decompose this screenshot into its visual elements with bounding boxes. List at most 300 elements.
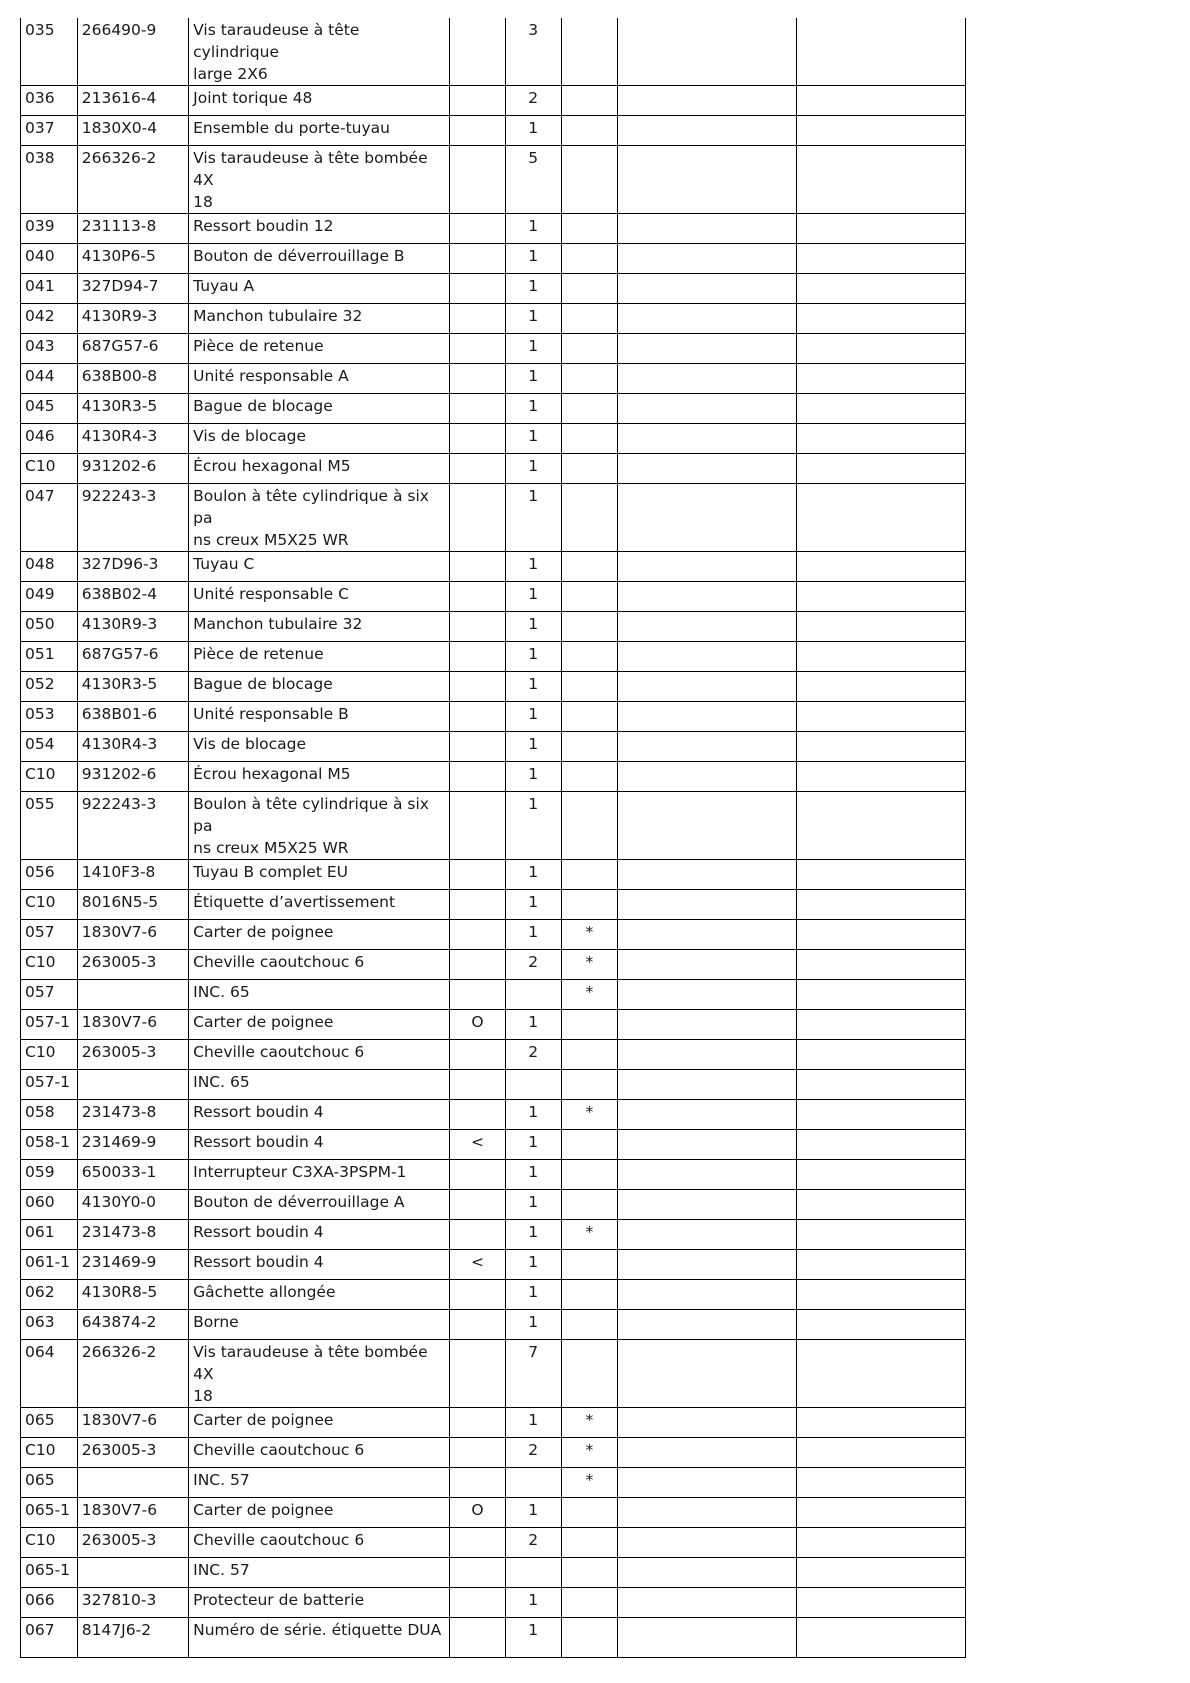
quantity-cell [505,792,561,860]
note-mark-cell [561,1250,618,1280]
change-mark-cell [450,1558,506,1588]
item-number-cell [21,1408,78,1438]
change-mark-cell [450,1340,506,1408]
empty-cell-cell [796,1618,965,1658]
part-description-cell [189,890,450,920]
part-description-cell [189,980,450,1010]
part-description-cell [189,1190,450,1220]
quantity: 1 [528,1501,539,1519]
part-number: 231469-9 [81,1133,157,1151]
note-mark: * [585,1471,594,1489]
quantity: 1 [528,1193,539,1211]
change-mark-cell [450,762,506,792]
part-description-cell [189,454,450,484]
change-mark-cell [450,146,506,214]
empty-cell-cell [796,394,965,424]
empty-cell-cell [618,1618,796,1658]
empty-cell-cell [796,552,965,582]
part-number: 8016N5-5 [81,893,159,911]
part-description-cell [189,1010,450,1040]
part-description-cell [189,1588,450,1618]
empty-cell-cell [796,244,965,274]
quantity: 1 [528,397,539,415]
note-mark-cell [561,1558,618,1588]
quantity-cell [505,1558,561,1588]
quantity: 2 [528,1043,539,1061]
quantity: 1 [528,923,539,941]
empty-cell-cell [796,18,965,86]
part-description-cell [189,1438,450,1468]
item-number: 042 [25,307,55,325]
part-description-cell [189,424,450,454]
quantity: 1 [528,1591,539,1609]
part-description-cell [189,116,450,146]
part-description: Tuyau B complet EU [193,863,348,881]
quantity-cell [505,612,561,642]
table-row [21,214,966,244]
empty-cell-cell [618,672,796,702]
table-row [21,1588,966,1618]
quantity-cell [505,274,561,304]
quantity-cell [505,1438,561,1468]
table-row [21,1130,966,1160]
table-row [21,1160,966,1190]
part-description: INC. 65 [193,1073,250,1091]
part-description: Étiquette d’avertissement [193,893,396,911]
item-number-cell [21,1250,78,1280]
item-number-cell [21,116,78,146]
quantity-cell [505,702,561,732]
empty-cell-cell [618,1190,796,1220]
quantity: 5 [528,149,539,167]
quantity-cell [505,304,561,334]
empty-cell-cell [796,454,965,484]
quantity-cell [505,860,561,890]
table-row [21,1468,966,1498]
part-number-cell [77,146,188,214]
item-number: 035 [25,21,55,39]
item-number-cell [21,860,78,890]
change-mark-cell [450,920,506,950]
item-number-cell [21,1438,78,1468]
part-description-cell [189,792,450,860]
part-description: Ressort boudin 4 [193,1253,324,1271]
quantity: 1 [528,337,539,355]
part-number: 4130R9-3 [81,615,158,633]
part-description-cell [189,244,450,274]
table-row [21,424,966,454]
part-description-cell [189,334,450,364]
part-description-cell [189,1070,450,1100]
item-number: 061-1 [25,1253,71,1271]
empty-cell-cell [618,950,796,980]
item-number-cell [21,1310,78,1340]
table-row [21,1250,966,1280]
table-row [21,364,966,394]
part-description: Écrou hexagonal M5 [193,457,351,475]
note-mark-cell [561,18,618,86]
part-description: Gâchette allongée [193,1283,336,1301]
change-mark-cell [450,1190,506,1220]
part-number-cell [77,364,188,394]
quantity: 1 [528,1223,539,1241]
empty-cell-cell [796,702,965,732]
change-mark-cell [450,1408,506,1438]
quantity: 1 [528,1133,539,1151]
part-number-cell [77,214,188,244]
note-mark-cell [561,454,618,484]
part-number-cell [77,702,188,732]
table-row [21,1190,966,1220]
quantity-cell [505,732,561,762]
change-mark-cell [450,1280,506,1310]
quantity-cell [505,18,561,86]
item-number: C10 [25,1043,56,1061]
quantity: 1 [528,675,539,693]
item-number-cell [21,334,78,364]
part-number: 231113-8 [81,217,157,235]
part-number-cell [77,582,188,612]
empty-cell-cell [618,424,796,454]
empty-cell-cell [796,1528,965,1558]
change-mark-cell [450,18,506,86]
note-mark: * [585,1441,594,1459]
part-description: Cheville caoutchouc 6 [193,953,365,971]
item-number: 055 [25,795,55,813]
item-number: 037 [25,119,55,137]
change-mark-cell [450,582,506,612]
change-mark-cell [450,1528,506,1558]
note-mark-cell [561,1040,618,1070]
empty-cell-cell [796,424,965,454]
table-row [21,920,966,950]
table-row [21,582,966,612]
change-mark-cell [450,1010,506,1040]
note-mark-cell [561,1310,618,1340]
change-mark-cell [450,1130,506,1160]
item-number-cell [21,980,78,1010]
item-number: 061 [25,1223,55,1241]
part-number-cell [77,1250,188,1280]
quantity-cell [505,582,561,612]
empty-cell-cell [618,394,796,424]
item-number-cell [21,762,78,792]
change-mark-cell [450,394,506,424]
part-description-cell [189,950,450,980]
part-number-cell [77,1618,188,1658]
part-number: 4130R9-3 [81,307,158,325]
quantity-cell [505,214,561,244]
item-number: 041 [25,277,55,295]
item-number-cell [21,484,78,552]
part-number-cell [77,1280,188,1310]
quantity-cell [505,1408,561,1438]
part-description-cell [189,1160,450,1190]
part-number-cell [77,1558,188,1588]
part-description: INC. 65 [193,983,250,1001]
table-row [21,792,966,860]
part-number: 687G57-6 [81,645,159,663]
part-number: 263005-3 [81,1441,157,1459]
empty-cell-cell [796,1498,965,1528]
part-description: Vis de blocage [193,427,307,445]
part-description-cell [189,1528,450,1558]
part-description-cell [189,612,450,642]
quantity-cell [505,1160,561,1190]
quantity-cell [505,1100,561,1130]
quantity: 1 [528,893,539,911]
change-mark-cell [450,484,506,552]
part-number: 1410F3-8 [81,863,156,881]
item-number: 062 [25,1283,55,1301]
note-mark: * [585,983,594,1001]
empty-cell-cell [618,1280,796,1310]
part-description: Numéro de série. étiquette DUA [193,1621,442,1639]
part-number-cell [77,552,188,582]
item-number-cell [21,1100,78,1130]
part-description: Bouton de déverrouillage A [193,1193,405,1211]
part-description: Carter de poignee [193,1411,334,1429]
item-number-cell [21,1588,78,1618]
item-number: C10 [25,893,56,911]
item-number-cell [21,86,78,116]
table-row [21,860,966,890]
change-mark-cell [450,244,506,274]
change-mark-cell [450,642,506,672]
item-number: C10 [25,953,56,971]
empty-cell-cell [618,702,796,732]
quantity-cell [505,552,561,582]
empty-cell-cell [796,1438,965,1468]
note-mark-cell [561,1280,618,1310]
item-number: 064 [25,1343,55,1361]
table-row [21,1528,966,1558]
part-description: Carter de poignee [193,923,334,941]
quantity: 2 [528,89,539,107]
part-description-cell [189,1408,450,1438]
part-description: Joint torique 48 [193,89,313,107]
quantity: 1 [528,645,539,663]
empty-cell-cell [618,244,796,274]
note-mark-cell [561,582,618,612]
table-row [21,890,966,920]
empty-cell-cell [618,86,796,116]
change-mark-cell [450,116,506,146]
part-description-cell [189,214,450,244]
change-mark-cell [450,1588,506,1618]
part-number-cell [77,1468,188,1498]
note-mark-cell [561,980,618,1010]
note-mark-cell [561,1408,618,1438]
quantity: 1 [528,1621,539,1639]
note-mark-cell [561,244,618,274]
change-mark-cell [450,672,506,702]
quantity-cell [505,672,561,702]
table-row [21,612,966,642]
empty-cell-cell [796,214,965,244]
change-mark-cell [450,304,506,334]
part-number-cell [77,1408,188,1438]
empty-cell-cell [618,642,796,672]
table-row [21,1310,966,1340]
part-description: Borne [193,1313,239,1331]
part-description-cell [189,1558,450,1588]
note-mark-cell [561,1160,618,1190]
change-mark-cell [450,1498,506,1528]
part-description-cell [189,1340,450,1408]
table-row [21,1618,966,1658]
item-number: 046 [25,427,55,445]
part-description: Ressort boudin 12 [193,217,334,235]
quantity-cell [505,762,561,792]
item-number-cell [21,920,78,950]
quantity-cell [505,1280,561,1310]
part-number: 687G57-6 [81,337,159,355]
part-number-cell [77,244,188,274]
item-number-cell [21,672,78,702]
part-number-cell [77,1010,188,1040]
empty-cell-cell [618,1340,796,1408]
quantity-cell [505,1190,561,1220]
part-description-cell [189,672,450,702]
part-number-cell [77,1040,188,1070]
item-number-cell [21,792,78,860]
item-number: 053 [25,705,55,723]
part-number: 266326-2 [81,149,157,167]
part-description-cell [189,920,450,950]
quantity: 1 [528,277,539,295]
part-number: 8147J6-2 [81,1621,152,1639]
part-number: 266326-2 [81,1343,157,1361]
empty-cell-cell [796,116,965,146]
part-description-cell [189,552,450,582]
note-mark-cell [561,1468,618,1498]
part-description: Boulon à tête cylindrique à six pa ns creux M5X25 WR [193,487,429,549]
part-number-cell [77,792,188,860]
quantity: 1 [528,585,539,603]
item-number: 038 [25,149,55,167]
quantity-cell [505,1340,561,1408]
item-number: 067 [25,1621,55,1639]
part-description: Vis taraudeuse à tête cylindrique large 2X6 [193,21,360,83]
part-number-cell [77,950,188,980]
part-number-cell [77,1100,188,1130]
item-number: 060 [25,1193,55,1211]
part-description: Interrupteur C3XA-3PSPM-1 [193,1163,407,1181]
change-mark: O [471,1501,484,1519]
part-number-cell [77,304,188,334]
part-description-cell [189,642,450,672]
empty-cell-cell [618,860,796,890]
part-number: 1830V7-6 [81,923,158,941]
part-description: Écrou hexagonal M5 [193,765,351,783]
item-number: 059 [25,1163,55,1181]
empty-cell-cell [796,1130,965,1160]
part-number: 922243-3 [81,795,157,813]
empty-cell-cell [618,1408,796,1438]
part-description-cell [189,394,450,424]
quantity: 1 [528,427,539,445]
table-row [21,950,966,980]
empty-cell-cell [796,1340,965,1408]
item-number: 056 [25,863,55,881]
quantity: 1 [528,307,539,325]
table-row [21,1100,966,1130]
item-number: 057-1 [25,1013,71,1031]
part-number-cell [77,334,188,364]
table-row [21,146,966,214]
table-row [21,1408,966,1438]
quantity: 1 [528,765,539,783]
change-mark-cell [450,1618,506,1658]
part-number: 638B01-6 [81,705,158,723]
change-mark-cell [450,334,506,364]
change-mark-cell [450,1070,506,1100]
item-number: 047 [25,487,55,505]
quantity: 1 [528,1163,539,1181]
empty-cell-cell [796,1190,965,1220]
table-row [21,642,966,672]
item-number: 065-1 [25,1561,71,1579]
quantity: 1 [528,705,539,723]
empty-cell-cell [796,950,965,980]
empty-cell-cell [618,146,796,214]
empty-cell-cell [618,18,796,86]
change-mark-cell [450,890,506,920]
table-row [21,672,966,702]
item-number-cell [21,1220,78,1250]
empty-cell-cell [618,1070,796,1100]
part-description: Tuyau A [193,277,255,295]
note-mark-cell [561,552,618,582]
part-description-cell [189,86,450,116]
note-mark-cell [561,1588,618,1618]
quantity-cell [505,1528,561,1558]
part-number: 1830V7-6 [81,1013,158,1031]
change-mark-cell [450,214,506,244]
note-mark-cell [561,1130,618,1160]
empty-cell-cell [796,642,965,672]
part-number: 4130R8-5 [81,1283,158,1301]
part-number: 231473-8 [81,1103,157,1121]
part-number: 4130P6-5 [81,247,156,265]
quantity-cell [505,1498,561,1528]
note-mark-cell [561,1010,618,1040]
change-mark-cell [450,86,506,116]
quantity-cell [505,1070,561,1100]
note-mark-cell [561,214,618,244]
empty-cell-cell [618,334,796,364]
empty-cell-cell [796,1010,965,1040]
part-number-cell [77,1070,188,1100]
item-number: 057 [25,983,55,1001]
empty-cell-cell [618,454,796,484]
part-description-cell [189,1310,450,1340]
item-number-cell [21,552,78,582]
item-number-cell [21,612,78,642]
quantity: 1 [528,795,539,813]
change-mark-cell [450,980,506,1010]
item-number: C10 [25,1441,56,1459]
note-mark-cell [561,792,618,860]
quantity-cell [505,1040,561,1070]
item-number-cell [21,1040,78,1070]
item-number: 054 [25,735,55,753]
empty-cell-cell [796,1160,965,1190]
table-row [21,18,966,86]
part-number: 327810-3 [81,1591,157,1609]
item-number-cell [21,214,78,244]
